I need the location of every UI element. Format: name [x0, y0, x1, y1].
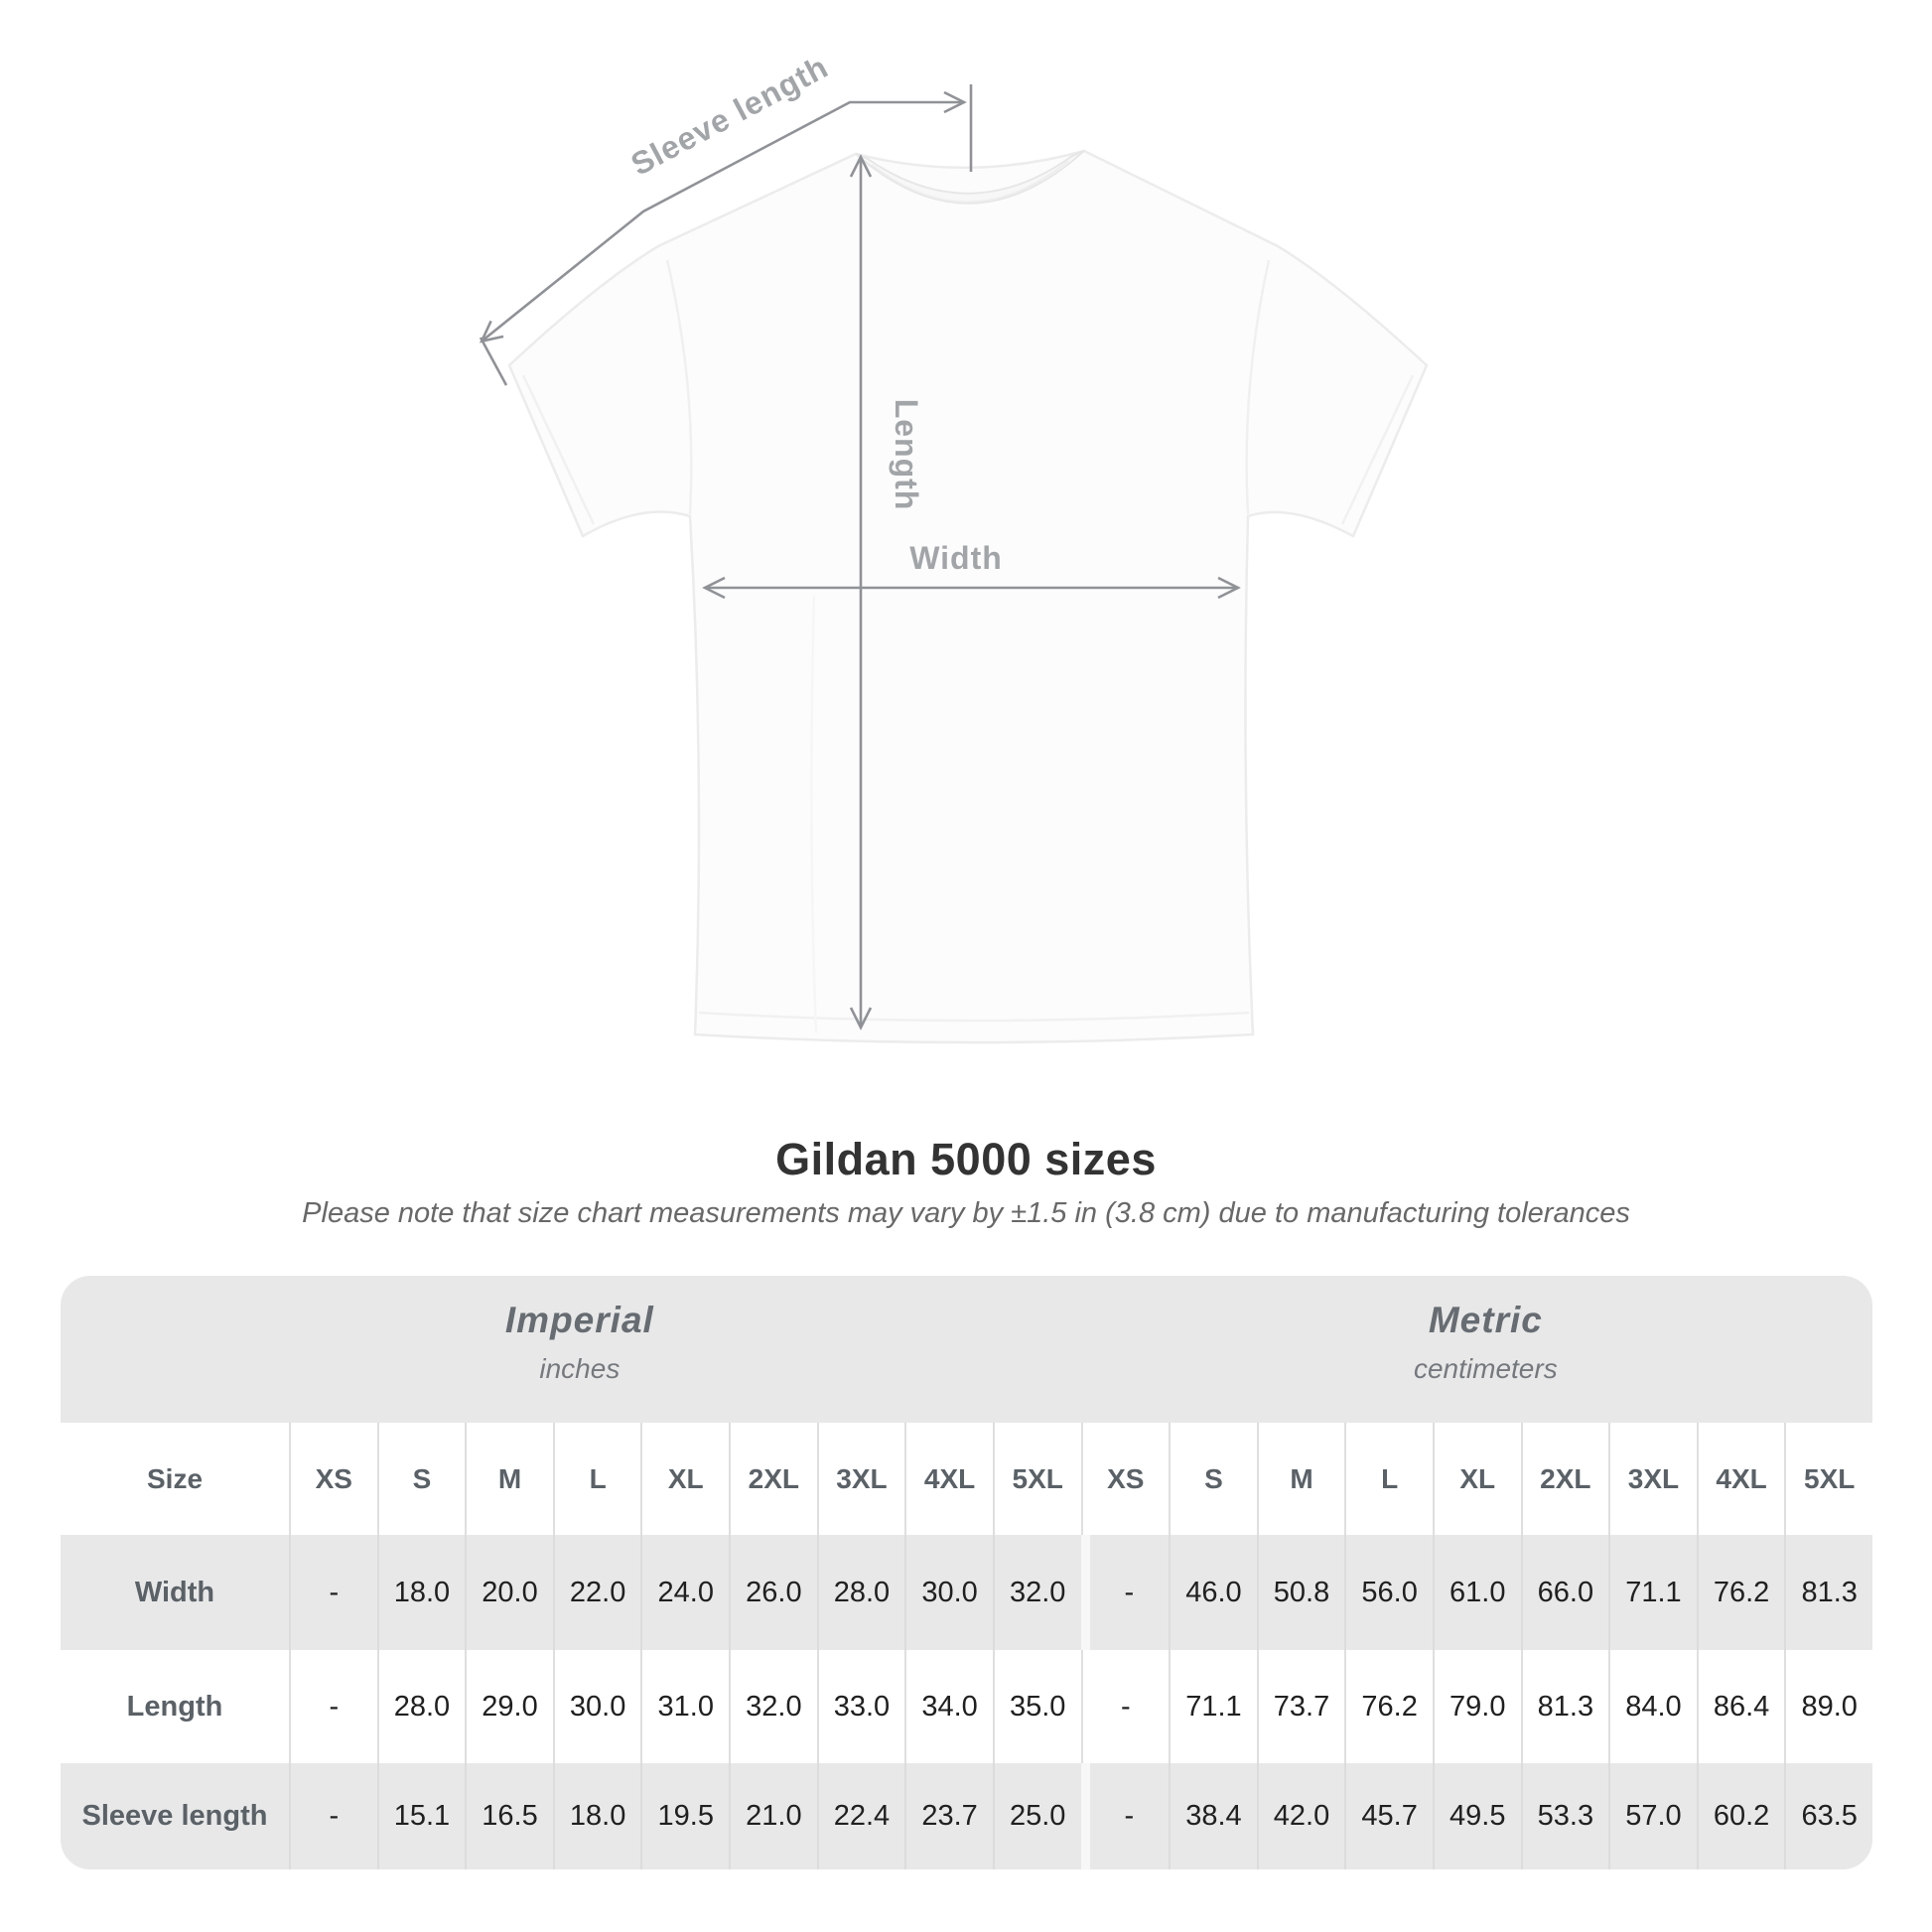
size-column-header: Size: [146, 1462, 204, 1494]
table-value: 28.0: [377, 1650, 466, 1763]
col-header-4xl-imperial: 4XL: [904, 1423, 993, 1535]
col-header-2xl-imperial: 2XL: [729, 1423, 817, 1535]
table-value: 84.0: [1608, 1650, 1697, 1763]
table-value: -: [1081, 1650, 1170, 1763]
table-header-row: [61, 1423, 1872, 1535]
table-value: 34.0: [904, 1650, 993, 1763]
table-value: 22.4: [817, 1763, 905, 1869]
col-header-3xl-imperial: 3XL: [817, 1423, 905, 1535]
tolerance-note: Please note that size chart measurements may vary by ±1.5 in (3.8 cm) due to manufacturing tolerances: [302, 1197, 1630, 1229]
table-value: 57.0: [1608, 1763, 1697, 1869]
table-value: -: [1081, 1535, 1170, 1650]
size-table: [61, 1276, 1872, 1869]
row-label: Length: [126, 1690, 223, 1723]
table-value: 24.0: [640, 1535, 729, 1650]
table-value: 61.0: [1433, 1535, 1521, 1650]
table-value: 35.0: [993, 1650, 1081, 1763]
sleeve-length-label: Sleeve length: [624, 48, 835, 183]
table-value: 26.0: [729, 1535, 817, 1650]
metric-unit: centimeters: [1413, 1353, 1558, 1384]
table-value: 81.3: [1784, 1535, 1872, 1650]
table-value: 73.7: [1257, 1650, 1345, 1763]
table-value: 79.0: [1433, 1650, 1521, 1763]
col-header-5xl-metric: 5XL: [1784, 1423, 1872, 1535]
table-value: 53.3: [1521, 1763, 1609, 1869]
table-value: 32.0: [993, 1535, 1081, 1650]
table-value: -: [289, 1650, 377, 1763]
table-value: 29.0: [465, 1650, 553, 1763]
table-value: 66.0: [1521, 1535, 1609, 1650]
table-value: 60.2: [1697, 1763, 1785, 1869]
table-value: 31.0: [640, 1650, 729, 1763]
col-header-l-imperial: L: [553, 1423, 641, 1535]
imperial-title: Imperial: [504, 1300, 654, 1340]
col-header-4xl-metric: 4XL: [1697, 1423, 1785, 1535]
table-row-length: [61, 1650, 1872, 1763]
table-value: 86.4: [1697, 1650, 1785, 1763]
col-header-5xl-imperial: 5XL: [993, 1423, 1081, 1535]
table-row-sleeve-length: [61, 1763, 1872, 1869]
table-value: 30.0: [904, 1535, 993, 1650]
table-row-width: [61, 1535, 1872, 1650]
table-value: 15.1: [377, 1763, 466, 1869]
table-value: 46.0: [1169, 1535, 1257, 1650]
imperial-unit: inches: [539, 1353, 621, 1384]
col-header-2xl-metric: 2XL: [1521, 1423, 1609, 1535]
length-label: Length: [889, 398, 924, 511]
table-value: 23.7: [904, 1763, 993, 1869]
table-value: 63.5: [1784, 1763, 1872, 1869]
table-value: 21.0: [729, 1763, 817, 1869]
table-value: 19.5: [640, 1763, 729, 1869]
col-header-s-metric: S: [1169, 1423, 1257, 1535]
units-band: [61, 1276, 1872, 1423]
table-value: 32.0: [729, 1650, 817, 1763]
table-value: 81.3: [1521, 1650, 1609, 1763]
col-header-xl-metric: XL: [1433, 1423, 1521, 1535]
table-value: 56.0: [1344, 1535, 1433, 1650]
table-value: 25.0: [993, 1763, 1081, 1869]
col-header-xs-imperial: XS: [289, 1423, 377, 1535]
col-header-m-metric: M: [1257, 1423, 1345, 1535]
table-value: 49.5: [1433, 1763, 1521, 1869]
table-value: 71.1: [1169, 1650, 1257, 1763]
table-value: -: [289, 1535, 377, 1650]
col-header-3xl-metric: 3XL: [1608, 1423, 1697, 1535]
table-value: 71.1: [1608, 1535, 1697, 1650]
width-label: Width: [909, 540, 1003, 576]
table-value: 22.0: [553, 1535, 641, 1650]
table-value: 76.2: [1697, 1535, 1785, 1650]
table-value: 18.0: [377, 1535, 466, 1650]
table-value: 76.2: [1344, 1650, 1433, 1763]
col-header-m-imperial: M: [465, 1423, 553, 1535]
row-label: Width: [134, 1576, 215, 1608]
table-value: 89.0: [1784, 1650, 1872, 1763]
page-title: Gildan 5000 sizes: [775, 1134, 1157, 1184]
table-value: -: [289, 1763, 377, 1869]
sleeve-end-tick: [481, 338, 506, 385]
table-value: 38.4: [1169, 1763, 1257, 1869]
col-header-xl-imperial: XL: [640, 1423, 729, 1535]
col-header-xs-metric: XS: [1081, 1423, 1170, 1535]
table-value: 28.0: [817, 1535, 905, 1650]
metric-section-header: [1099, 1276, 1872, 1423]
metric-title: Metric: [1428, 1300, 1543, 1340]
table-value: 16.5: [465, 1763, 553, 1869]
col-header-l-metric: L: [1344, 1423, 1433, 1535]
table-value: 20.0: [465, 1535, 553, 1650]
col-header-s-imperial: S: [377, 1423, 466, 1535]
row-label: Sleeve length: [81, 1800, 268, 1832]
table-value: -: [1081, 1763, 1170, 1869]
table-value: 45.7: [1344, 1763, 1433, 1869]
table-value: 30.0: [553, 1650, 641, 1763]
table-value: 42.0: [1257, 1763, 1345, 1869]
table-value: 50.8: [1257, 1535, 1345, 1650]
table-value: 18.0: [553, 1763, 641, 1869]
imperial-section-header: [61, 1276, 1099, 1423]
tshirt-outline: [509, 151, 1427, 1042]
table-value: 33.0: [817, 1650, 905, 1763]
